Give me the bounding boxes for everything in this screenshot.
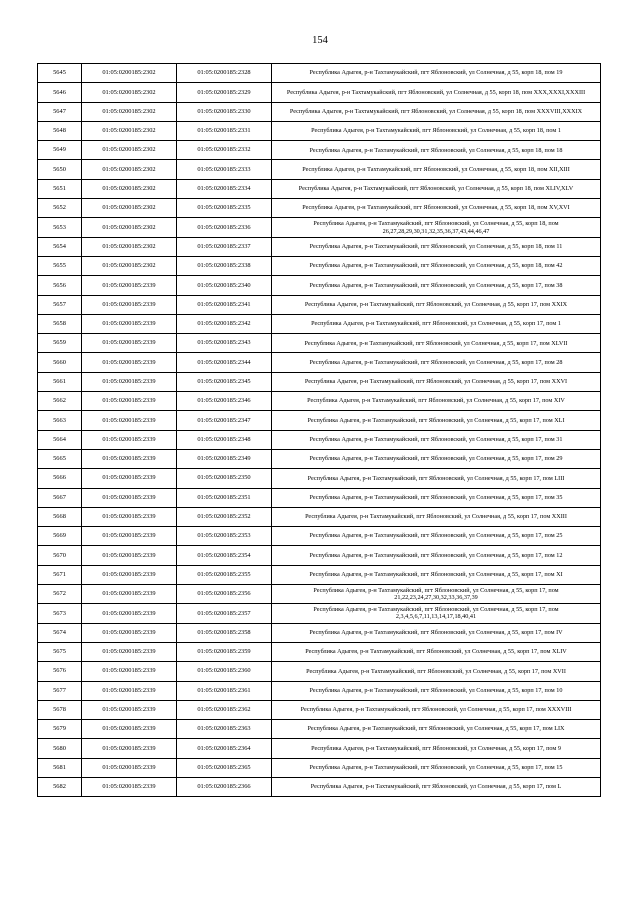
address-cell: Республика Адыгея, р-н Тахтамукайский, пгт Яблоновский, ул Солнечная, д 55, корп 17, пом 10 (272, 681, 601, 700)
parent-cadastral-number-cell: 01:05:0200185:2302 (82, 141, 177, 160)
parent-cadastral-number-cell: 01:05:0200185:2302 (82, 160, 177, 179)
address-cell: Республика Адыгея, р-н Тахтамукайский, пгт Яблоновский, ул Солнечная, д 55, корп 17, пом XLVII (272, 334, 601, 353)
address-cell: Республика Адыгея, р-н Тахтамукайский, пгт Яблоновский, ул Солнечная, д 55, корп 18, пом XLIV,XLV (272, 179, 601, 198)
row-number-cell: 5682 (38, 777, 82, 796)
row-number-cell: 5650 (38, 160, 82, 179)
address-cell: Республика Адыгея, р-н Тахтамукайский, пгт Яблоновский, ул Солнечная, д 55, корп 17, пом XXXVIII (272, 700, 601, 719)
row-number-cell: 5665 (38, 449, 82, 468)
row-number-cell: 5670 (38, 546, 82, 565)
cadastral-number-cell: 01:05:0200185:2331 (177, 121, 272, 140)
parent-cadastral-number-cell: 01:05:0200185:2339 (82, 739, 177, 758)
table-row (38, 295, 601, 314)
row-number-cell: 5655 (38, 256, 82, 275)
address-cell: Республика Адыгея, р-н Тахтамукайский, пгт Яблоновский, ул Солнечная, д 55, корп 17, пом L (272, 777, 601, 796)
parent-cadastral-number-cell: 01:05:0200185:2339 (82, 565, 177, 584)
address-cell: Республика Адыгея, р-н Тахтамукайский, пгт Яблоновский, ул Солнечная, д 55, корп 18, пом XV,XVI (272, 199, 601, 218)
cadastral-number-cell: 01:05:0200185:2334 (177, 179, 272, 198)
cadastral-number-cell: 01:05:0200185:2353 (177, 527, 272, 546)
row-number-cell: 5667 (38, 488, 82, 507)
cadastral-number-cell: 01:05:0200185:2329 (177, 83, 272, 102)
parent-cadastral-number-cell: 01:05:0200185:2339 (82, 392, 177, 411)
table-row (38, 314, 601, 333)
table-row (38, 720, 601, 739)
cadastral-number-cell: 01:05:0200185:2355 (177, 565, 272, 584)
row-number-cell: 5672 (38, 585, 82, 604)
parent-cadastral-number-cell: 01:05:0200185:2339 (82, 295, 177, 314)
address-cell: Республика Адыгея, р-н Тахтамукайский, пгт Яблоновский, ул Солнечная, д 55, корп 17, пом XVII (272, 662, 601, 681)
cadastral-number-cell: 01:05:0200185:2340 (177, 276, 272, 295)
parent-cadastral-number-cell: 01:05:0200185:2339 (82, 662, 177, 681)
parent-cadastral-number-cell: 01:05:0200185:2302 (82, 237, 177, 256)
table-row (38, 430, 601, 449)
cadastral-number-cell: 01:05:0200185:2328 (177, 64, 272, 83)
page-number: 154 (312, 35, 328, 46)
cadastral-number-cell: 01:05:0200185:2341 (177, 295, 272, 314)
address-cell: Республика Адыгея, р-н Тахтамукайский, пгт Яблоновский, ул Солнечная, д 55, корп 17, пом 35 (272, 488, 601, 507)
cadastral-number-cell: 01:05:0200185:2350 (177, 469, 272, 488)
row-number-cell: 5660 (38, 353, 82, 372)
parent-cadastral-number-cell: 01:05:0200185:2302 (82, 179, 177, 198)
cadastral-number-cell: 01:05:0200185:2337 (177, 237, 272, 256)
table-row (38, 218, 601, 237)
cadastral-number-cell: 01:05:0200185:2362 (177, 700, 272, 719)
cadastral-number-cell: 01:05:0200185:2364 (177, 739, 272, 758)
row-number-cell: 5648 (38, 121, 82, 140)
cadastral-number-cell: 01:05:0200185:2336 (177, 218, 272, 237)
address-cell: Республика Адыгея, р-н Тахтамукайский, пгт Яблоновский, ул Солнечная, д 55, корп 17, пом 9 (272, 739, 601, 758)
cadastral-number-cell: 01:05:0200185:2342 (177, 314, 272, 333)
parent-cadastral-number-cell: 01:05:0200185:2302 (82, 199, 177, 218)
parent-cadastral-number-cell: 01:05:0200185:2339 (82, 276, 177, 295)
row-number-cell: 5657 (38, 295, 82, 314)
address-cell: Республика Адыгея, р-н Тахтамукайский, пгт Яблоновский, ул Солнечная, д 55, корп 18, пом 1 (272, 121, 601, 140)
row-number-cell: 5681 (38, 758, 82, 777)
address-cell: Республика Адыгея, р-н Тахтамукайский, пгт Яблоновский, ул Солнечная, д 55, корп 17, пом 28 (272, 353, 601, 372)
address-cell: Республика Адыгея, р-н Тахтамукайский, пгт Яблоновский, ул Солнечная, д 55, корп 17, пом 12 (272, 546, 601, 565)
address-cell: Республика Адыгея, р-н Тахтамукайский, пгт Яблоновский, ул Солнечная, д 55, корп 17, пом 38 (272, 276, 601, 295)
row-number-cell: 5645 (38, 64, 82, 83)
table-row (38, 199, 601, 218)
cadastral-number-cell: 01:05:0200185:2349 (177, 449, 272, 468)
parent-cadastral-number-cell: 01:05:0200185:2302 (82, 121, 177, 140)
row-number-cell: 5680 (38, 739, 82, 758)
parent-cadastral-number-cell: 01:05:0200185:2339 (82, 720, 177, 739)
table-row (38, 469, 601, 488)
table-row (38, 681, 601, 700)
address-cell: Республика Адыгея, р-н Тахтамукайский, пгт Яблоновский, ул Солнечная, д 55, корп 18, пом XXX,XXXI,XXXIII (272, 83, 601, 102)
table-row (38, 700, 601, 719)
table-row (38, 662, 601, 681)
cadastral-number-cell: 01:05:0200185:2338 (177, 256, 272, 275)
row-number-cell: 5673 (38, 604, 82, 623)
cadastral-number-cell: 01:05:0200185:2348 (177, 430, 272, 449)
cadastral-number-cell: 01:05:0200185:2361 (177, 681, 272, 700)
address-cell: Республика Адыгея, р-н Тахтамукайский, пгт Яблоновский, ул Солнечная, д 55, корп 17, пом 2,3,4,5,6,7,11,13,14,17,18,40,41 (272, 604, 601, 623)
cadastral-number-cell: 01:05:0200185:2333 (177, 160, 272, 179)
parent-cadastral-number-cell: 01:05:0200185:2339 (82, 623, 177, 642)
address-cell: Республика Адыгея, р-н Тахтамукайский, пгт Яблоновский, ул Солнечная, д 55, корп 17, пом 21,22,23,24,27,30,32,33,36,37,39 (272, 585, 601, 604)
parent-cadastral-number-cell: 01:05:0200185:2302 (82, 83, 177, 102)
row-number-cell: 5675 (38, 642, 82, 661)
cadastral-number-cell: 01:05:0200185:2344 (177, 353, 272, 372)
parent-cadastral-number-cell: 01:05:0200185:2339 (82, 334, 177, 353)
address-cell: Республика Адыгея, р-н Тахтамукайский, пгт Яблоновский, ул Солнечная, д 55, корп 17, пом XXIX (272, 295, 601, 314)
row-number-cell: 5654 (38, 237, 82, 256)
row-number-cell: 5679 (38, 720, 82, 739)
parent-cadastral-number-cell: 01:05:0200185:2302 (82, 64, 177, 83)
row-number-cell: 5677 (38, 681, 82, 700)
cadastral-number-cell: 01:05:0200185:2346 (177, 392, 272, 411)
address-cell: Республика Адыгея, р-н Тахтамукайский, пгт Яблоновский, ул Солнечная, д 55, корп 18, пом XII,XIII (272, 160, 601, 179)
row-number-cell: 5659 (38, 334, 82, 353)
table-row (38, 353, 601, 372)
address-cell: Республика Адыгея, р-н Тахтамукайский, пгт Яблоновский, ул Солнечная, д 55, корп 17, пом 31 (272, 430, 601, 449)
parent-cadastral-number-cell: 01:05:0200185:2339 (82, 585, 177, 604)
cadastral-number-cell: 01:05:0200185:2352 (177, 507, 272, 526)
row-number-cell: 5671 (38, 565, 82, 584)
row-number-cell: 5666 (38, 469, 82, 488)
cadastral-number-cell: 01:05:0200185:2335 (177, 199, 272, 218)
property-registry-table (37, 63, 601, 797)
table-row (38, 141, 601, 160)
parent-cadastral-number-cell: 01:05:0200185:2339 (82, 488, 177, 507)
parent-cadastral-number-cell: 01:05:0200185:2302 (82, 102, 177, 121)
address-cell: Республика Адыгея, р-н Тахтамукайский, пгт Яблоновский, ул Солнечная, д 55, корп 18, пом 11 (272, 237, 601, 256)
parent-cadastral-number-cell: 01:05:0200185:2339 (82, 372, 177, 391)
cadastral-number-cell: 01:05:0200185:2360 (177, 662, 272, 681)
table-row (38, 739, 601, 758)
table-row (38, 411, 601, 430)
row-number-cell: 5658 (38, 314, 82, 333)
table-row (38, 449, 601, 468)
table-row (38, 102, 601, 121)
row-number-cell: 5647 (38, 102, 82, 121)
address-cell: Республика Адыгея, р-н Тахтамукайский, пгт Яблоновский, ул Солнечная, д 55, корп 17, пом XXVI (272, 372, 601, 391)
table-row (38, 642, 601, 661)
row-number-cell: 5653 (38, 218, 82, 237)
parent-cadastral-number-cell: 01:05:0200185:2339 (82, 314, 177, 333)
cadastral-number-cell: 01:05:0200185:2343 (177, 334, 272, 353)
row-number-cell: 5662 (38, 392, 82, 411)
row-number-cell: 5652 (38, 199, 82, 218)
cadastral-number-cell: 01:05:0200185:2347 (177, 411, 272, 430)
address-cell: Республика Адыгея, р-н Тахтамукайский, пгт Яблоновский, ул Солнечная, д 55, корп 18, пом 19 (272, 64, 601, 83)
cadastral-number-cell: 01:05:0200185:2356 (177, 585, 272, 604)
row-number-cell: 5646 (38, 83, 82, 102)
table-row (38, 488, 601, 507)
table-row (38, 758, 601, 777)
table-row (38, 334, 601, 353)
cadastral-number-cell: 01:05:0200185:2357 (177, 604, 272, 623)
row-number-cell: 5663 (38, 411, 82, 430)
table-row (38, 179, 601, 198)
cadastral-number-cell: 01:05:0200185:2330 (177, 102, 272, 121)
row-number-cell: 5674 (38, 623, 82, 642)
parent-cadastral-number-cell: 01:05:0200185:2339 (82, 430, 177, 449)
address-cell: Республика Адыгея, р-н Тахтамукайский, пгт Яблоновский, ул Солнечная, д 55, корп 17, пом XLI (272, 411, 601, 430)
table-row (38, 527, 601, 546)
row-number-cell: 5656 (38, 276, 82, 295)
row-number-cell: 5664 (38, 430, 82, 449)
address-cell: Республика Адыгея, р-н Тахтамукайский, пгт Яблоновский, ул Солнечная, д 55, корп 17, пом 25 (272, 527, 601, 546)
parent-cadastral-number-cell: 01:05:0200185:2339 (82, 758, 177, 777)
cadastral-number-cell: 01:05:0200185:2365 (177, 758, 272, 777)
address-cell: Республика Адыгея, р-н Тахтамукайский, пгт Яблоновский, ул Солнечная, д 55, корп 18, пом 18 (272, 141, 601, 160)
address-cell: Республика Адыгея, р-н Тахтамукайский, пгт Яблоновский, ул Солнечная, д 55, корп 17, пом XLIV (272, 642, 601, 661)
table-row (38, 565, 601, 584)
table-row (38, 623, 601, 642)
address-cell: Республика Адыгея, р-н Тахтамукайский, пгт Яблоновский, ул Солнечная, д 55, корп 17, пом LIII (272, 469, 601, 488)
address-cell: Республика Адыгея, р-н Тахтамукайский, пгт Яблоновский, ул Солнечная, д 55, корп 17, пом IV (272, 623, 601, 642)
table-row (38, 237, 601, 256)
parent-cadastral-number-cell: 01:05:0200185:2339 (82, 353, 177, 372)
cadastral-number-cell: 01:05:0200185:2366 (177, 777, 272, 796)
parent-cadastral-number-cell: 01:05:0200185:2339 (82, 777, 177, 796)
table-row (38, 64, 601, 83)
table-row (38, 777, 601, 796)
address-cell: Республика Адыгея, р-н Тахтамукайский, пгт Яблоновский, ул Солнечная, д 55, корп 17, пом XI (272, 565, 601, 584)
address-cell: Республика Адыгея, р-н Тахтамукайский, пгт Яблоновский, ул Солнечная, д 55, корп 17, пом 1 (272, 314, 601, 333)
parent-cadastral-number-cell: 01:05:0200185:2339 (82, 507, 177, 526)
parent-cadastral-number-cell: 01:05:0200185:2302 (82, 218, 177, 237)
cadastral-number-cell: 01:05:0200185:2363 (177, 720, 272, 739)
parent-cadastral-number-cell: 01:05:0200185:2339 (82, 642, 177, 661)
row-number-cell: 5668 (38, 507, 82, 526)
address-cell: Республика Адыгея, р-н Тахтамукайский, пгт Яблоновский, ул Солнечная, д 55, корп 18, пом 42 (272, 256, 601, 275)
cadastral-number-cell: 01:05:0200185:2359 (177, 642, 272, 661)
table-row (38, 121, 601, 140)
row-number-cell: 5676 (38, 662, 82, 681)
address-cell: Республика Адыгея, р-н Тахтамукайский, пгт Яблоновский, ул Солнечная, д 55, корп 17, пом LIX (272, 720, 601, 739)
parent-cadastral-number-cell: 01:05:0200185:2339 (82, 449, 177, 468)
row-number-cell: 5678 (38, 700, 82, 719)
parent-cadastral-number-cell: 01:05:0200185:2339 (82, 527, 177, 546)
table-row (38, 256, 601, 275)
table-row (38, 372, 601, 391)
parent-cadastral-number-cell: 01:05:0200185:2339 (82, 700, 177, 719)
table-row (38, 160, 601, 179)
cadastral-number-cell: 01:05:0200185:2332 (177, 141, 272, 160)
parent-cadastral-number-cell: 01:05:0200185:2339 (82, 681, 177, 700)
row-number-cell: 5669 (38, 527, 82, 546)
address-cell: Республика Адыгея, р-н Тахтамукайский, пгт Яблоновский, ул Солнечная, д 55, корп 17, пом XXIII (272, 507, 601, 526)
table-row (38, 507, 601, 526)
cadastral-number-cell: 01:05:0200185:2354 (177, 546, 272, 565)
parent-cadastral-number-cell: 01:05:0200185:2339 (82, 411, 177, 430)
table-row (38, 83, 601, 102)
address-cell: Республика Адыгея, р-н Тахтамукайский, пгт Яблоновский, ул Солнечная, д 55, корп 18, пом 26,27,28,29,30,31,32,35,36,37,43,44,46,47 (272, 218, 601, 237)
address-cell: Республика Адыгея, р-н Тахтамукайский, пгт Яблоновский, ул Солнечная, д 55, корп 17, пом 29 (272, 449, 601, 468)
row-number-cell: 5661 (38, 372, 82, 391)
cadastral-number-cell: 01:05:0200185:2345 (177, 372, 272, 391)
cadastral-number-cell: 01:05:0200185:2358 (177, 623, 272, 642)
parent-cadastral-number-cell: 01:05:0200185:2302 (82, 256, 177, 275)
parent-cadastral-number-cell: 01:05:0200185:2339 (82, 469, 177, 488)
parent-cadastral-number-cell: 01:05:0200185:2339 (82, 546, 177, 565)
parent-cadastral-number-cell: 01:05:0200185:2339 (82, 604, 177, 623)
registry-table-body (38, 64, 601, 797)
address-cell: Республика Адыгея, р-н Тахтамукайский, пгт Яблоновский, ул Солнечная, д 55, корп 18, пом XXXVIII,XXXIX (272, 102, 601, 121)
table-row (38, 604, 601, 623)
table-row (38, 392, 601, 411)
table-row (38, 276, 601, 295)
table-row (38, 585, 601, 604)
row-number-cell: 5651 (38, 179, 82, 198)
address-cell: Республика Адыгея, р-н Тахтамукайский, пгт Яблоновский, ул Солнечная, д 55, корп 17, пом 15 (272, 758, 601, 777)
table-row (38, 546, 601, 565)
address-cell: Республика Адыгея, р-н Тахтамукайский, пгт Яблоновский, ул Солнечная, д 55, корп 17, пом XIV (272, 392, 601, 411)
row-number-cell: 5649 (38, 141, 82, 160)
cadastral-number-cell: 01:05:0200185:2351 (177, 488, 272, 507)
